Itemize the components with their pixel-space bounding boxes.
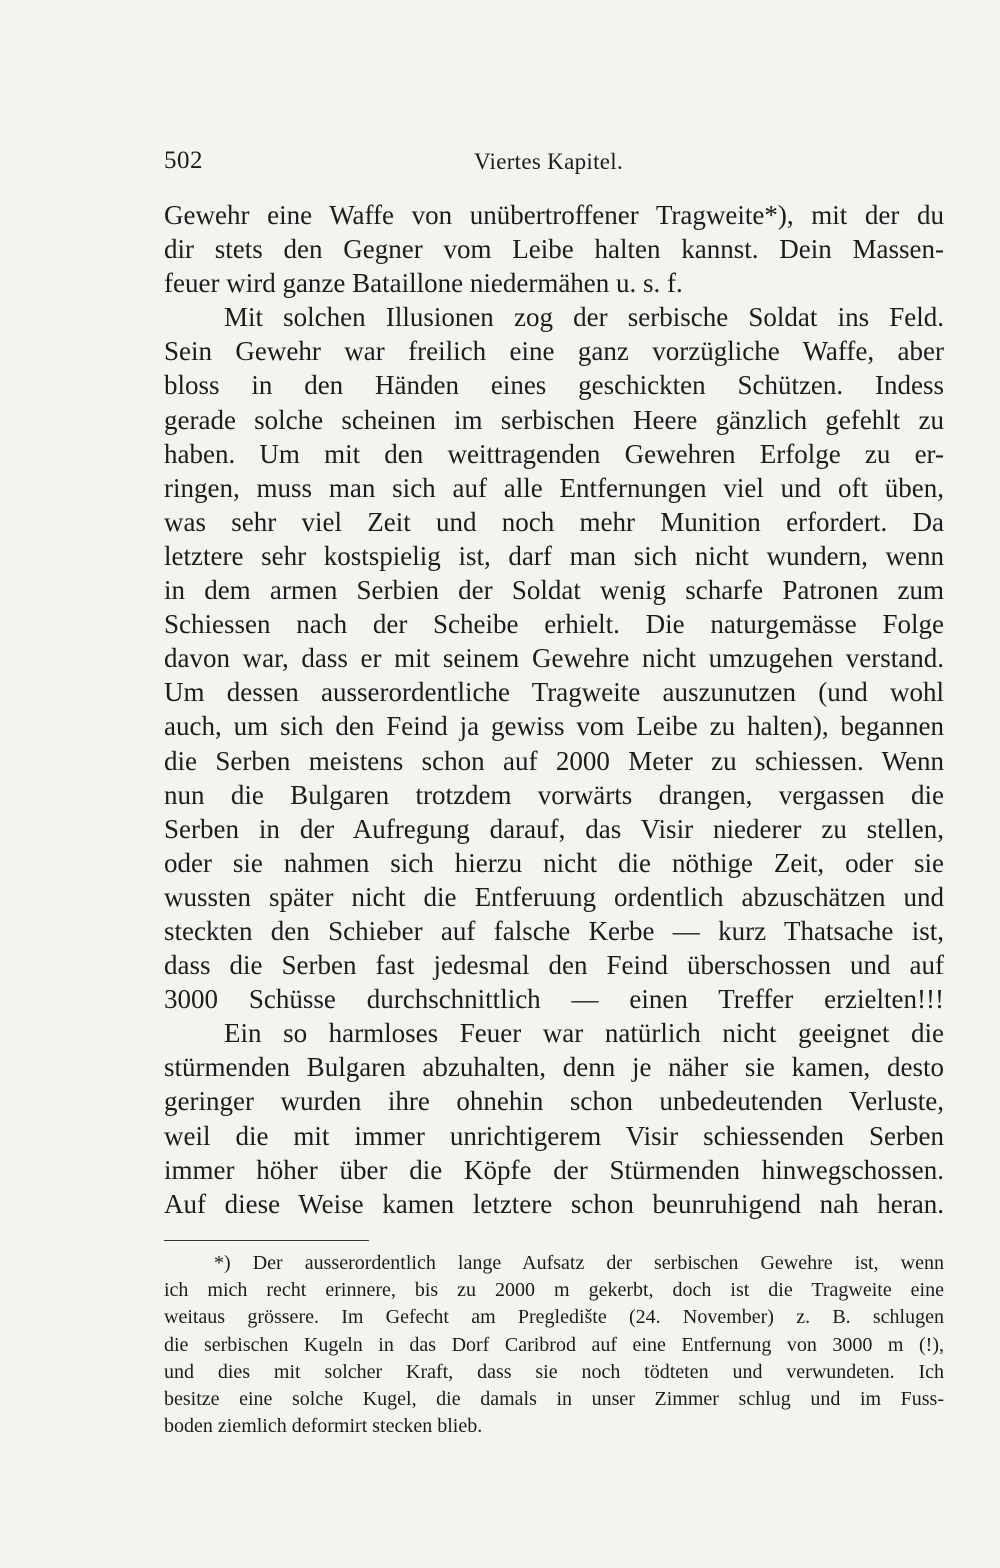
body-line: wussten später nicht die Entferuung ordentlich abzuschätzen und [164,881,944,912]
running-head: Viertes Kapitel. [474,149,624,174]
page-header [164,147,944,187]
body-line: weil die mit immer unrichtigerem Visir schiessenden Serben [164,1120,944,1151]
body-line: 3000 Schüsse durchschnittlich — einen Treffer erzielten!!! [164,984,944,1015]
body-line: Auf diese Weise kamen letztere schon beunruhigend nah heran. [164,1188,944,1219]
body-line: Mit solchen Illusionen zog der serbische Soldat ins Feld. [224,302,944,333]
footnote-line: *) Der ausserordentlich lange Aufsatz der serbischen Gewehre ist, wenn [214,1252,944,1274]
body-line: bloss in den Händen eines geschickten Schützen. Indess [164,370,944,401]
page-number: 502 [164,147,203,174]
body-line: Serben in der Aufregung darauf, das Visir niederer zu stellen, [164,813,944,844]
body-line: geringer wurden ihre ohnehin schon unbedeutenden Verluste, [164,1086,944,1117]
body-line: Um dessen ausserordentliche Tragweite auszunutzen (und wohl [164,677,944,708]
body-line: die Serben meistens schon auf 2000 Meter zu schiessen. Wenn [164,745,944,776]
body-text [164,198,944,1221]
body-line: Gewehr eine Waffe von unübertroffener Tragweite*), mit der du [164,200,944,230]
body-line: auch, um sich den Feind ja gewiss vom Leibe zu halten), begannen [164,711,944,742]
body-line: in dem armen Serbien der Soldat wenig scharfe Patronen zum [164,575,944,606]
body-line: Ein so harmloses Feuer war natürlich nicht geeignet die [224,1018,944,1049]
body-line: haben. Um mit den weittragenden Gewehren Erfolge zu er- [164,438,944,469]
body-line: gerade solche scheinen im serbischen Heere gänzlich gefehlt zu [164,404,944,435]
footnotes [164,1250,944,1440]
footnote-line: besitze eine solche Kugel, die damals in unser Zimmer schlug und im Fuss- [164,1387,944,1410]
footnote-line: die serbischen Kugeln in das Dorf Caribrod auf eine Entfernung von 3000 m (!), [164,1333,944,1356]
footnote-divider [164,1240,369,1241]
body-line: oder sie nahmen sich hierzu nicht die nöthige Zeit, oder sie [164,847,944,878]
footnote-line: weitaus grössere. Im Gefecht am Pregledište (24. November) z. B. schlugen [164,1306,944,1329]
body-line: was sehr viel Zeit und noch mehr Munition erfordert. Da [164,506,944,537]
body-line: ringen, muss man sich auf alle Entfernungen viel und oft üben, [164,472,944,503]
body-line: letztere sehr kostspielig ist, darf man sich nicht wundern, wenn [164,540,944,571]
body-line: nun die Bulgaren trotzdem vorwärts drangen, vergassen die [164,779,944,810]
body-line: Schiessen nach der Scheibe erhielt. Die naturgemässe Folge [164,609,944,640]
body-line: steckten den Schieber auf falsche Kerbe — kurz Thatsache ist, [164,915,944,946]
body-line: stürmenden Bulgaren abzuhalten, denn je näher sie kamen, desto [164,1052,944,1083]
footnote-line: boden ziemlich deformirt stecken blieb. [164,1415,483,1438]
body-line: dass die Serben fast jedesmal den Feind überschossen und auf [164,950,944,981]
body-line: davon war, dass er mit seinem Gewehre nicht umzugehen verstand. [164,643,944,674]
body-line: Sein Gewehr war freilich eine ganz vorzügliche Waffe, aber [164,336,944,367]
footnote-line: ich mich recht erinnere, bis zu 2000 m gekerbt, doch ist die Tragweite eine [164,1279,944,1302]
body-line: feuer wird ganze Bataillone niedermähen u. s. f. [164,268,683,299]
body-line: immer höher über die Köpfe der Stürmenden hinwegschossen. [164,1154,944,1185]
body-line: dir stets den Gegner vom Leibe halten kannst. Dein Massen- [164,234,944,265]
footnote-line: und dies mit solcher Kraft, dass sie noch tödteten und verwundeten. Ich [164,1360,944,1383]
